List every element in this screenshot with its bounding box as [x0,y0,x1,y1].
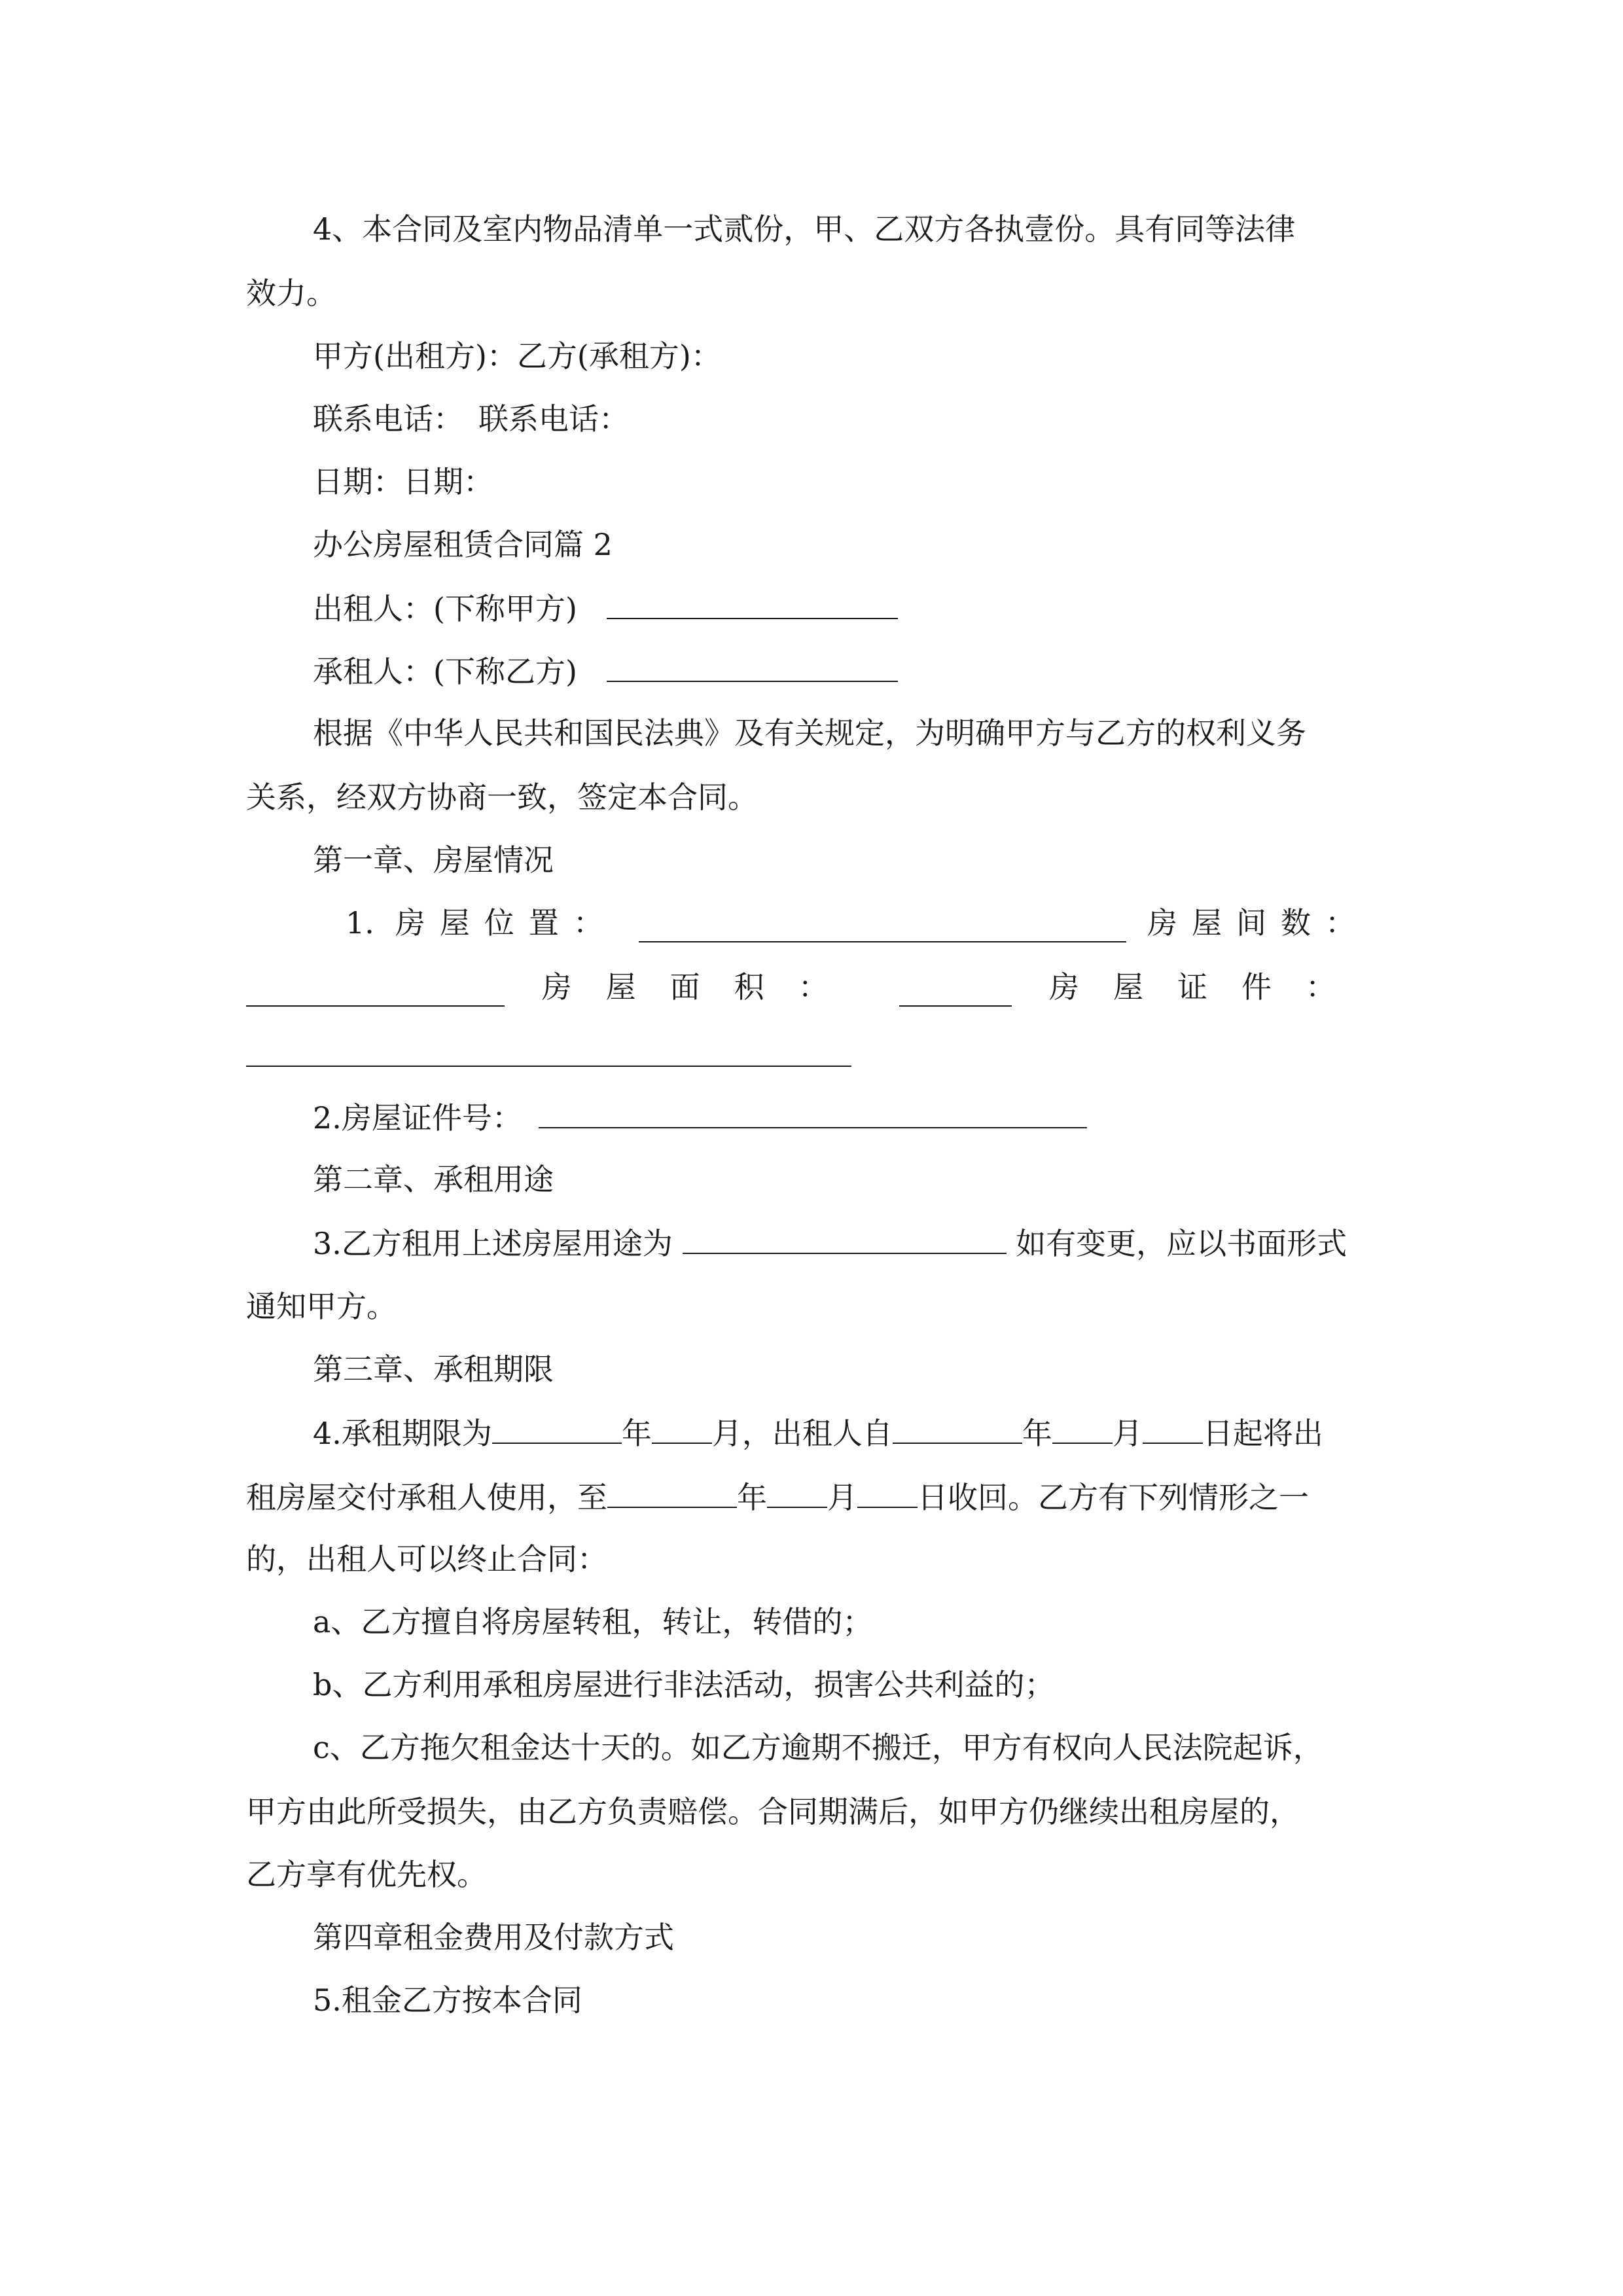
item-3-line2: 通知甲方。 [246,1289,397,1324]
item-4-line2 [246,1477,1309,1517]
end-year-blank [607,1477,737,1508]
chapter-4-heading: 第四章租金费用及付款方式 [313,1920,674,1955]
chapter-2-heading: 第二章、承租用途 [313,1162,554,1197]
term-months-blank [652,1412,712,1444]
item-1-line2 [246,967,1370,1007]
paragraph-4-line2: 效力。 [246,276,336,311]
item-2-label: 2.房屋证件号： [313,1100,522,1136]
item-4-text-6: 日起将出 [1202,1416,1323,1451]
item-4-text-8: 年 [737,1480,767,1515]
start-day-blank [1143,1412,1203,1444]
start-month-blank [1052,1412,1113,1444]
intro-line2: 关系，经双方协商一致，签定本合同。 [246,780,758,815]
lessee-label: 承租人：(下称乙方) [313,654,577,689]
clause-c-line1: c、乙方拖欠租金达十天的。如乙方逾期不搬迁，甲方有权向人民法院起诉， [313,1730,1323,1765]
intro-line1: 根据《中华人民共和国民法典》及有关规定，为明确甲方与乙方的权利义务 [313,715,1306,751]
usage-blank [683,1223,1007,1254]
house-cert-blank [246,1066,851,1067]
lessee-blank [607,651,898,682]
item-3-line1 [313,1223,1347,1263]
lessor-label: 出租人：(下称甲方) [313,591,577,626]
item-3-suffix: 如有变更，应以书面形式 [1016,1226,1347,1261]
chapter-1-heading: 第一章、房屋情况 [313,842,554,878]
item-4-text-7: 租房屋交付承租人使用，至 [246,1480,607,1515]
end-month-blank [767,1477,827,1508]
item-4-text-1: 4.承租期限为 [313,1416,492,1451]
end-day-blank [857,1477,918,1508]
item-1-line1 [346,903,1370,942]
item-4-text-5: 月 [1112,1416,1143,1451]
clause-c-line3: 乙方享有优先权。 [246,1857,487,1892]
house-area-label: 房屋面积： [541,969,863,1005]
lessee-line [313,651,898,691]
signature-parties: 甲方(出租方)：乙方(承租方)： [313,338,721,374]
signature-phones: 联系电话： 联系电话： [313,401,629,437]
signature-dates: 日期：日期： [313,464,493,499]
item-4-line1 [313,1412,1323,1453]
house-rooms-label: 房屋间数： [1147,905,1370,941]
lessor-line [313,588,898,628]
clause-b: b、乙方利用承租房屋进行非法活动，损害公共利益的； [313,1667,1055,1702]
item-4-text-3: 月，出租人自 [711,1416,893,1451]
item-3-prefix: 3.乙方租用上述房屋用途为 [313,1226,673,1261]
cert-number-blank [539,1097,1087,1128]
item-2-line [313,1097,1087,1138]
item-4-text-2: 年 [621,1416,652,1451]
house-rooms-blank [246,975,505,1007]
house-area-blank [899,975,1012,1007]
item-5-line: 5.租金乙方按本合同 [313,1982,582,2018]
item-4-line3: 的，出租人可以终止合同： [246,1541,607,1577]
item-4-text-10: 日收回。乙方有下列情形之一 [918,1480,1309,1515]
item-1-number: 1. [346,905,374,941]
house-cert-label: 房屋证件： [1048,969,1370,1005]
chapter-3-heading: 第三章、承租期限 [313,1352,554,1387]
item-4-text-9: 月 [827,1480,857,1515]
contract-title: 办公房屋租赁合同篇 2 [313,527,613,562]
item-4-text-4: 年 [1022,1416,1052,1451]
paragraph-4-line1: 4、本合同及室内物品清单一式贰份，甲、乙双方各执壹份。具有同等法律 [313,211,1296,247]
house-location-label: 房屋位置： [395,905,618,941]
house-location-blank [639,911,1126,942]
start-year-blank [893,1412,1022,1444]
lessor-blank [607,588,898,619]
clause-c-line2: 甲方由此所受损失，由乙方负责赔偿。合同期满后，如甲方仍继续出租房屋的， [246,1794,1300,1829]
clause-a: a、乙方擅自将房屋转租，转让，转借的； [313,1604,873,1640]
term-years-blank [492,1412,622,1444]
